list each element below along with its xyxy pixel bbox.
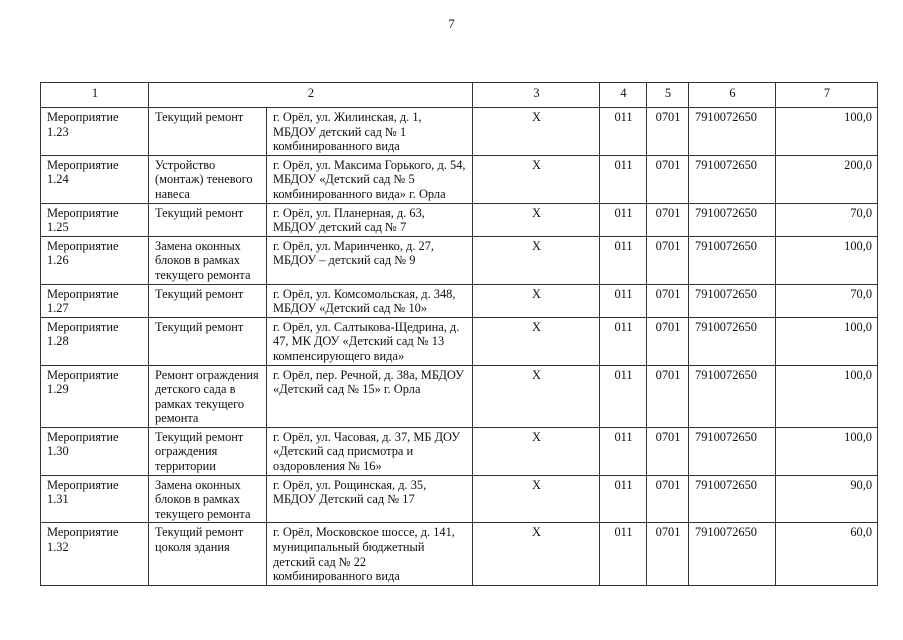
- work-cell: Текущий ремонт ограждения территории: [149, 427, 267, 475]
- col7-cell: 70,0: [776, 203, 878, 236]
- col6-cell: 7910072650: [689, 365, 776, 427]
- budget-table: [40, 82, 878, 586]
- col7-cell: 70,0: [776, 284, 878, 317]
- col7-cell: 100,0: [776, 236, 878, 284]
- col7-cell: 100,0: [776, 317, 878, 365]
- col5-cell: 0701: [647, 475, 689, 523]
- col5-cell: 0701: [647, 236, 689, 284]
- col3-cell: Х: [473, 236, 600, 284]
- col4-cell: 011: [600, 155, 647, 203]
- address-cell: г. Орёл, пер. Речной, д. 38а, МБДОУ «Детский сад № 15» г. Орла: [267, 365, 473, 427]
- event-cell: Мероприятие 1.27: [41, 284, 149, 317]
- col4-cell: 011: [600, 427, 647, 475]
- address-cell: г. Орёл, ул. Комсомольская, д. 348, МБДОУ «Детский сад № 10»: [267, 284, 473, 317]
- col6-cell: 7910072650: [689, 427, 776, 475]
- col5-cell: 0701: [647, 365, 689, 427]
- table-header: [41, 83, 878, 108]
- work-cell: Текущий ремонт: [149, 203, 267, 236]
- event-cell: Мероприятие 1.32: [41, 523, 149, 585]
- col6-cell: 7910072650: [689, 523, 776, 585]
- header-col-4: 4: [600, 83, 647, 108]
- col4-cell: 011: [600, 523, 647, 585]
- col5-cell: 0701: [647, 427, 689, 475]
- table-row: [41, 108, 878, 156]
- work-cell: Ремонт ограждения детского сада в рамках текущего ремонта: [149, 365, 267, 427]
- work-cell: Текущий ремонт цоколя здания: [149, 523, 267, 585]
- col7-cell: 100,0: [776, 365, 878, 427]
- event-cell: Мероприятие 1.29: [41, 365, 149, 427]
- work-cell: Текущий ремонт: [149, 108, 267, 156]
- address-cell: г. Орёл, ул. Часовая, д. 37, МБ ДОУ «Детский сад присмотра и оздоровления № 16»: [267, 427, 473, 475]
- work-cell: Замена оконных блоков в рамках текущего ремонта: [149, 475, 267, 523]
- work-cell: Текущий ремонт: [149, 317, 267, 365]
- col5-cell: 0701: [647, 108, 689, 156]
- col5-cell: 0701: [647, 284, 689, 317]
- work-cell: Устройство (монтаж) теневого навеса: [149, 155, 267, 203]
- table-row: [41, 427, 878, 475]
- table-row: [41, 475, 878, 523]
- address-cell: г. Орёл, ул. Максима Горького, д. 54, МБДОУ «Детский сад № 5 комбинированного вида» г. Орла: [267, 155, 473, 203]
- col7-cell: 90,0: [776, 475, 878, 523]
- header-col-6: 6: [689, 83, 776, 108]
- table-row: [41, 203, 878, 236]
- table-row: [41, 284, 878, 317]
- col6-cell: 7910072650: [689, 475, 776, 523]
- table-row: [41, 236, 878, 284]
- event-cell: Мероприятие 1.23: [41, 108, 149, 156]
- col3-cell: Х: [473, 155, 600, 203]
- col3-cell: Х: [473, 523, 600, 585]
- event-cell: Мероприятие 1.26: [41, 236, 149, 284]
- address-cell: г. Орёл, ул. Планерная, д. 63, МБДОУ детский сад № 7: [267, 203, 473, 236]
- col7-cell: 100,0: [776, 108, 878, 156]
- header-col-5: 5: [647, 83, 689, 108]
- table-row: [41, 317, 878, 365]
- col5-cell: 0701: [647, 317, 689, 365]
- header-col-7: 7: [776, 83, 878, 108]
- col4-cell: 011: [600, 317, 647, 365]
- col6-cell: 7910072650: [689, 236, 776, 284]
- col6-cell: 7910072650: [689, 317, 776, 365]
- address-cell: г. Орёл, ул. Маринченко, д. 27, МБДОУ – детский сад № 9: [267, 236, 473, 284]
- event-cell: Мероприятие 1.25: [41, 203, 149, 236]
- event-cell: Мероприятие 1.28: [41, 317, 149, 365]
- col4-cell: 011: [600, 203, 647, 236]
- col4-cell: 011: [600, 236, 647, 284]
- work-cell: Замена оконных блоков в рамках текущего ремонта: [149, 236, 267, 284]
- address-cell: г. Орёл, Московское шоссе, д. 141, муниципальный бюджетный детский сад № 22 комбинированного вида: [267, 523, 473, 585]
- col5-cell: 0701: [647, 155, 689, 203]
- address-cell: г. Орёл, ул. Рощинская, д. 35, МБДОУ Детский сад № 17: [267, 475, 473, 523]
- page-number: 7: [448, 16, 455, 31]
- col3-cell: Х: [473, 475, 600, 523]
- col4-cell: 011: [600, 284, 647, 317]
- col3-cell: Х: [473, 284, 600, 317]
- col4-cell: 011: [600, 365, 647, 427]
- col3-cell: Х: [473, 203, 600, 236]
- col3-cell: Х: [473, 365, 600, 427]
- event-cell: Мероприятие 1.24: [41, 155, 149, 203]
- header-col-3: 3: [473, 83, 600, 108]
- address-cell: г. Орёл, ул. Салтыкова-Щедрина, д. 47, МК ДОУ «Детский сад № 13 компенсирующего вида»: [267, 317, 473, 365]
- event-cell: Мероприятие 1.30: [41, 427, 149, 475]
- col7-cell: 60,0: [776, 523, 878, 585]
- col5-cell: 0701: [647, 523, 689, 585]
- header-col-1: 1: [41, 83, 149, 108]
- table-body: [41, 108, 878, 586]
- col6-cell: 7910072650: [689, 203, 776, 236]
- col6-cell: 7910072650: [689, 155, 776, 203]
- table-row: [41, 523, 878, 585]
- col6-cell: 7910072650: [689, 108, 776, 156]
- col3-cell: Х: [473, 317, 600, 365]
- col4-cell: 011: [600, 108, 647, 156]
- col3-cell: Х: [473, 427, 600, 475]
- col3-cell: Х: [473, 108, 600, 156]
- table-row: [41, 365, 878, 427]
- col5-cell: 0701: [647, 203, 689, 236]
- col4-cell: 011: [600, 475, 647, 523]
- col6-cell: 7910072650: [689, 284, 776, 317]
- col7-cell: 200,0: [776, 155, 878, 203]
- work-cell: Текущий ремонт: [149, 284, 267, 317]
- col7-cell: 100,0: [776, 427, 878, 475]
- header-col-2: 2: [149, 83, 473, 108]
- event-cell: Мероприятие 1.31: [41, 475, 149, 523]
- table-row: [41, 155, 878, 203]
- address-cell: г. Орёл, ул. Жилинская, д. 1, МБДОУ детский сад № 1 комбинированного вида: [267, 108, 473, 156]
- header-row: [41, 83, 878, 108]
